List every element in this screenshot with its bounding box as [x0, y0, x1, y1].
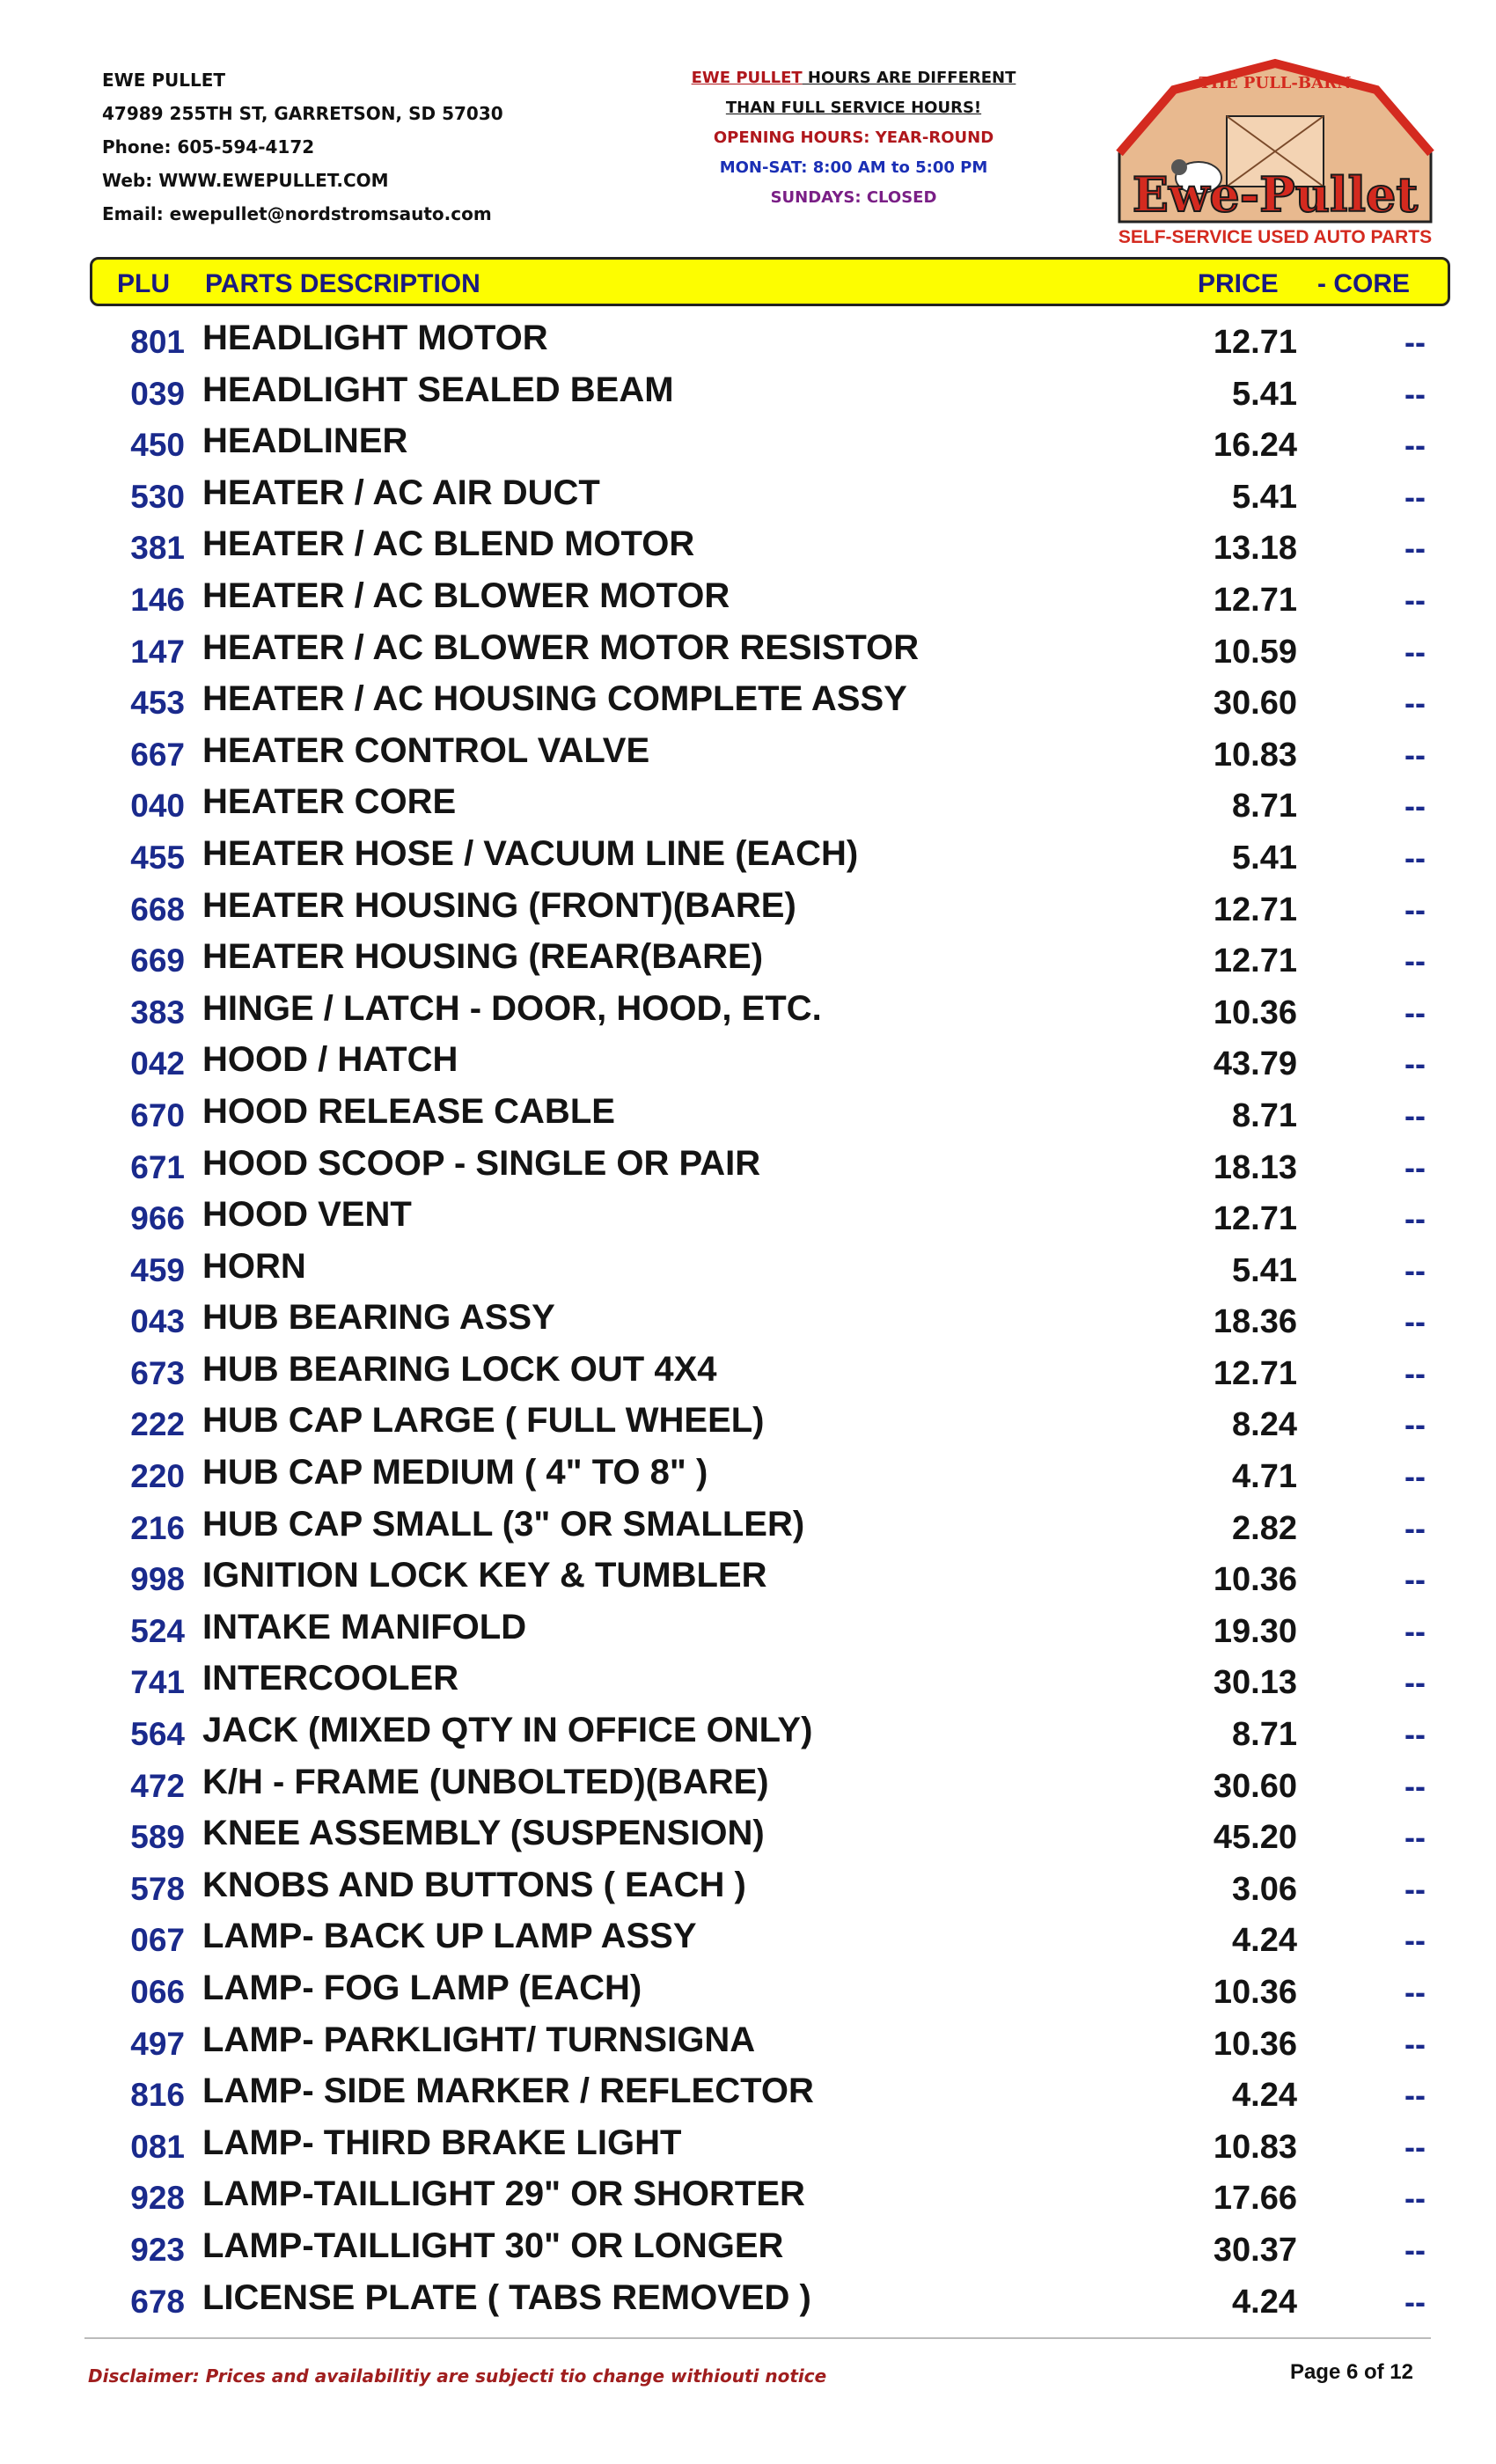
row-description: LAMP- THIRD BRAKE LIGHT: [202, 2123, 682, 2162]
row-description: HEATER / AC HOUSING COMPLETE ASSY: [202, 679, 907, 719]
hours-line-4: MON-SAT: 8:00 AM to 5:00 PM: [719, 158, 988, 177]
table-row: [0, 420, 1496, 472]
row-price: 5.41: [1232, 478, 1297, 516]
row-price: 16.24: [1213, 427, 1297, 465]
row-price: 5.41: [1232, 375, 1297, 413]
row-price: 43.79: [1213, 1045, 1297, 1083]
row-price: 4.24: [1232, 1922, 1297, 1960]
table-row: [0, 1761, 1496, 1813]
row-core: --: [1404, 2231, 1426, 2268]
row-description: HEATER CONTROL VALVE: [202, 730, 650, 770]
row-plu: 147: [130, 633, 185, 670]
row-plu: 497: [130, 2025, 185, 2062]
row-plu: 923: [130, 2231, 185, 2268]
row-price: 10.36: [1213, 1561, 1297, 1599]
header-core: - CORE: [1317, 269, 1410, 298]
row-price: 4.71: [1232, 1458, 1297, 1496]
row-description: HEATER HOUSING (REAR(BARE): [202, 937, 764, 977]
logo-top-text: THE PULL-BARN: [1199, 74, 1352, 92]
row-description: LAMP-TAILLIGHT 29" OR SHORTER: [202, 2174, 805, 2214]
table-row: [0, 884, 1496, 936]
row-core: --: [1404, 478, 1426, 515]
row-price: 12.71: [1213, 324, 1297, 361]
hours-line-3: OPENING HOURS: YEAR-ROUND: [713, 128, 994, 147]
table-row: [0, 781, 1496, 832]
hours-notice: [651, 63, 1056, 213]
row-core: --: [1404, 1303, 1426, 1340]
table-row: [0, 832, 1496, 884]
row-plu: 669: [130, 942, 185, 979]
row-core: --: [1404, 1561, 1426, 1598]
row-plu: 383: [130, 994, 185, 1030]
row-price: 10.36: [1213, 994, 1297, 1031]
row-description: HOOD VENT: [202, 1195, 412, 1235]
row-core: --: [1404, 2077, 1426, 2114]
row-core: --: [1404, 1200, 1426, 1237]
business-address: 47989 255TH ST, GARRETSON, SD 57030: [102, 103, 503, 124]
row-plu: 564: [130, 1716, 185, 1753]
table-row: [0, 1038, 1496, 1090]
row-core: --: [1404, 1664, 1426, 1701]
row-plu: 741: [130, 1664, 185, 1701]
row-plu: 966: [130, 1200, 185, 1237]
table-row: [0, 935, 1496, 987]
row-description: HEATER CORE: [202, 782, 457, 822]
row-price: 10.36: [1213, 1974, 1297, 2011]
business-email: Email: ewepullet@nordstromsauto.com: [102, 203, 492, 224]
row-plu: 381: [130, 530, 185, 567]
row-price: 3.06: [1232, 1870, 1297, 1908]
row-price: 12.71: [1213, 1200, 1297, 1238]
hours-line-1: [651, 63, 1056, 93]
row-description: K/H - FRAME (UNBOLTED)(BARE): [202, 1762, 769, 1801]
row-plu: 530: [130, 478, 185, 515]
table-row: [0, 1193, 1496, 1245]
row-description: KNOBS AND BUTTONS ( EACH ): [202, 1865, 746, 1904]
row-plu: 816: [130, 2077, 185, 2114]
contact-block: [102, 63, 503, 231]
row-description: INTAKE MANIFOLD: [202, 1607, 527, 1646]
header-price: PRICE: [1198, 269, 1279, 298]
row-price: 5.41: [1232, 839, 1297, 876]
table-row: [0, 2070, 1496, 2122]
table-row: [0, 369, 1496, 421]
business-web: Web: WWW.EWEPULLET.COM: [102, 170, 389, 191]
table-row: [0, 987, 1496, 1039]
hours-brand: EWE PULLET: [691, 69, 803, 87]
row-plu: 039: [130, 375, 185, 412]
hours-line-2: THAN FULL SERVICE HOURS!: [725, 99, 982, 117]
row-plu: 067: [130, 1922, 185, 1959]
row-plu: 146: [130, 581, 185, 618]
row-price: 4.24: [1232, 2077, 1297, 2115]
row-core: --: [1404, 1251, 1426, 1288]
row-plu: 040: [130, 788, 185, 825]
row-plu: 673: [130, 1354, 185, 1391]
row-plu: 222: [130, 1406, 185, 1443]
row-plu: 455: [130, 839, 185, 876]
row-plu: 670: [130, 1096, 185, 1133]
table-row: [0, 1296, 1496, 1348]
table-row: [0, 2019, 1496, 2071]
table-row: [0, 1606, 1496, 1658]
row-plu: 081: [130, 2128, 185, 2165]
row-description: LAMP-TAILLIGHT 30" OR LONGER: [202, 2226, 784, 2265]
table-row: [0, 1503, 1496, 1555]
table-row: [0, 472, 1496, 524]
row-core: --: [1404, 1612, 1426, 1649]
row-core: --: [1404, 942, 1426, 979]
table-row: [0, 575, 1496, 627]
row-core: --: [1404, 788, 1426, 825]
row-description: HUB CAP SMALL (3" OR SMALLER): [202, 1504, 805, 1544]
row-description: HUB BEARING ASSY: [202, 1298, 555, 1338]
row-plu: 220: [130, 1458, 185, 1495]
row-price: 18.36: [1213, 1303, 1297, 1341]
row-description: IGNITION LOCK KEY & TUMBLER: [202, 1556, 767, 1595]
row-core: --: [1404, 994, 1426, 1030]
row-description: HUB CAP MEDIUM ( 4" TO 8" ): [202, 1453, 708, 1492]
business-name: EWE PULLET: [102, 70, 226, 91]
row-core: --: [1404, 324, 1426, 360]
row-plu: 450: [130, 427, 185, 464]
row-plu: 042: [130, 1045, 185, 1082]
row-price: 10.59: [1213, 633, 1297, 671]
table-row: [0, 1245, 1496, 1297]
row-description: JACK (MIXED QTY IN OFFICE ONLY): [202, 1711, 813, 1750]
row-core: --: [1404, 685, 1426, 722]
row-core: --: [1404, 375, 1426, 412]
table-row: [0, 1915, 1496, 1967]
row-price: 10.83: [1213, 736, 1297, 774]
row-plu: 667: [130, 736, 185, 773]
row-description: HOOD SCOOP - SINGLE OR PAIR: [202, 1143, 761, 1183]
row-plu: 453: [130, 685, 185, 722]
row-core: --: [1404, 839, 1426, 876]
row-price: 30.60: [1213, 1767, 1297, 1805]
row-description: HUB BEARING LOCK OUT 4X4: [202, 1349, 717, 1389]
row-price: 18.13: [1213, 1148, 1297, 1186]
table-row: [0, 1399, 1496, 1451]
row-description: HINGE / LATCH - DOOR, HOOD, ETC.: [202, 988, 822, 1028]
row-price: 12.71: [1213, 942, 1297, 980]
row-price: 10.83: [1213, 2128, 1297, 2166]
logo-tagline: SELF-SERVICE USED AUTO PARTS: [1118, 227, 1433, 247]
row-core: --: [1404, 1045, 1426, 1082]
hours-line-5: SUNDAYS: CLOSED: [770, 188, 937, 207]
row-price: 30.13: [1213, 1664, 1297, 1702]
disclaimer: Disclaimer: Prices and availabilitiy are subjecti tio change withiouti notice: [88, 2365, 827, 2387]
row-description: LAMP- SIDE MARKER / REFLECTOR: [202, 2072, 814, 2111]
row-price: 4.24: [1232, 2283, 1297, 2321]
row-core: --: [1404, 2283, 1426, 2320]
footer-divider: [84, 2337, 1431, 2339]
row-core: --: [1404, 891, 1426, 928]
hours-line-1-rest: HOURS ARE DIFFERENT: [802, 69, 1016, 87]
row-plu: 678: [130, 2283, 185, 2320]
row-plu: 671: [130, 1148, 185, 1185]
row-price: 19.30: [1213, 1612, 1297, 1650]
row-description: HEADLIGHT MOTOR: [202, 319, 548, 357]
table-row: [0, 523, 1496, 575]
logo-name: Ewe-Pullet: [1132, 166, 1419, 223]
row-plu: 928: [130, 2180, 185, 2217]
header-description: PARTS DESCRIPTION: [205, 269, 480, 298]
page-number: Page 6 of 12: [1289, 2360, 1413, 2384]
row-plu: 589: [130, 1819, 185, 1856]
row-core: --: [1404, 1096, 1426, 1133]
table-row: [0, 1657, 1496, 1709]
row-plu: 578: [130, 1870, 185, 1907]
row-description: KNEE ASSEMBLY (SUSPENSION): [202, 1814, 765, 1853]
table-row: [0, 730, 1496, 781]
table-row: [0, 1348, 1496, 1400]
table-row: [0, 317, 1496, 369]
table-row: [0, 2277, 1496, 2328]
row-plu: 043: [130, 1303, 185, 1340]
row-description: HORN: [202, 1246, 306, 1286]
table-row: [0, 1090, 1496, 1142]
table-row: [0, 1812, 1496, 1864]
row-plu: 459: [130, 1251, 185, 1288]
row-core: --: [1404, 1819, 1426, 1856]
row-core: --: [1404, 2180, 1426, 2217]
table-row: [0, 2173, 1496, 2225]
row-core: --: [1404, 581, 1426, 618]
row-price: 12.71: [1213, 891, 1297, 928]
table-row: [0, 1451, 1496, 1503]
row-price: 45.20: [1213, 1819, 1297, 1857]
row-description: HOOD / HATCH: [202, 1040, 458, 1080]
row-price: 13.18: [1213, 530, 1297, 568]
table-row: [0, 1554, 1496, 1606]
row-description: LAMP- PARKLIGHT/ TURNSIGNA: [202, 2020, 756, 2059]
row-core: --: [1404, 1458, 1426, 1495]
row-description: HUB CAP LARGE ( FULL WHEEL): [202, 1401, 765, 1441]
row-description: HEATER HOSE / VACUUM LINE (EACH): [202, 833, 859, 873]
table-row: [0, 627, 1496, 678]
row-core: --: [1404, 736, 1426, 773]
row-description: HEATER / AC AIR DUCT: [202, 473, 600, 512]
row-price: 12.71: [1213, 1354, 1297, 1392]
row-price: 2.82: [1232, 1509, 1297, 1547]
row-core: --: [1404, 2025, 1426, 2062]
business-phone: Phone: 605-594-4172: [102, 136, 315, 158]
row-plu: 216: [130, 1509, 185, 1546]
row-core: --: [1404, 1148, 1426, 1185]
table-row: [0, 1864, 1496, 1916]
row-price: 30.37: [1213, 2231, 1297, 2269]
row-plu: 801: [130, 324, 185, 360]
table-row: [0, 1709, 1496, 1761]
row-core: --: [1404, 2128, 1426, 2165]
row-core: --: [1404, 1509, 1426, 1546]
row-core: --: [1404, 1767, 1426, 1804]
row-plu: 066: [130, 1974, 185, 2010]
row-price: 8.71: [1232, 788, 1297, 825]
row-description: HEATER / AC BLOWER MOTOR: [202, 576, 730, 615]
row-price: 8.71: [1232, 1716, 1297, 1754]
row-description: LAMP- BACK UP LAMP ASSY: [202, 1917, 697, 1956]
row-plu: 472: [130, 1767, 185, 1804]
row-description: LICENSE PLATE ( TABS REMOVED ): [202, 2277, 811, 2317]
row-price: 17.66: [1213, 2180, 1297, 2218]
row-description: HEATER / AC BLEND MOTOR: [202, 524, 695, 564]
table-row: [0, 678, 1496, 730]
row-plu: 668: [130, 891, 185, 928]
row-description: HOOD RELEASE CABLE: [202, 1091, 615, 1131]
row-core: --: [1404, 1406, 1426, 1443]
table-row: [0, 1967, 1496, 2019]
row-description: HEATER HOUSING (FRONT)(BARE): [202, 885, 796, 925]
parts-list: [0, 317, 1496, 2328]
table-row: [0, 1142, 1496, 1194]
row-plu: 998: [130, 1561, 185, 1598]
row-price: 8.24: [1232, 1406, 1297, 1444]
row-price: 8.71: [1232, 1096, 1297, 1134]
row-core: --: [1404, 427, 1426, 464]
row-core: --: [1404, 530, 1426, 567]
row-description: LAMP- FOG LAMP (EACH): [202, 1969, 642, 2007]
table-row: [0, 2225, 1496, 2277]
row-core: --: [1404, 1716, 1426, 1753]
row-core: --: [1404, 633, 1426, 670]
row-core: --: [1404, 1354, 1426, 1391]
table-row: [0, 2122, 1496, 2174]
row-core: --: [1404, 1922, 1426, 1959]
header-plu: PLU: [117, 269, 170, 298]
ewe-pullet-logo: [1095, 55, 1456, 253]
row-core: --: [1404, 1870, 1426, 1907]
row-core: --: [1404, 1974, 1426, 2010]
row-description: HEADLINER: [202, 422, 408, 461]
row-price: 30.60: [1213, 685, 1297, 722]
row-description: HEADLIGHT SEALED BEAM: [202, 370, 674, 409]
table-header: [90, 257, 1450, 306]
row-price: 12.71: [1213, 581, 1297, 619]
row-price: 10.36: [1213, 2025, 1297, 2063]
row-description: INTERCOOLER: [202, 1659, 459, 1698]
row-price: 5.41: [1232, 1251, 1297, 1289]
row-plu: 524: [130, 1612, 185, 1649]
row-description: HEATER / AC BLOWER MOTOR RESISTOR: [202, 627, 920, 667]
